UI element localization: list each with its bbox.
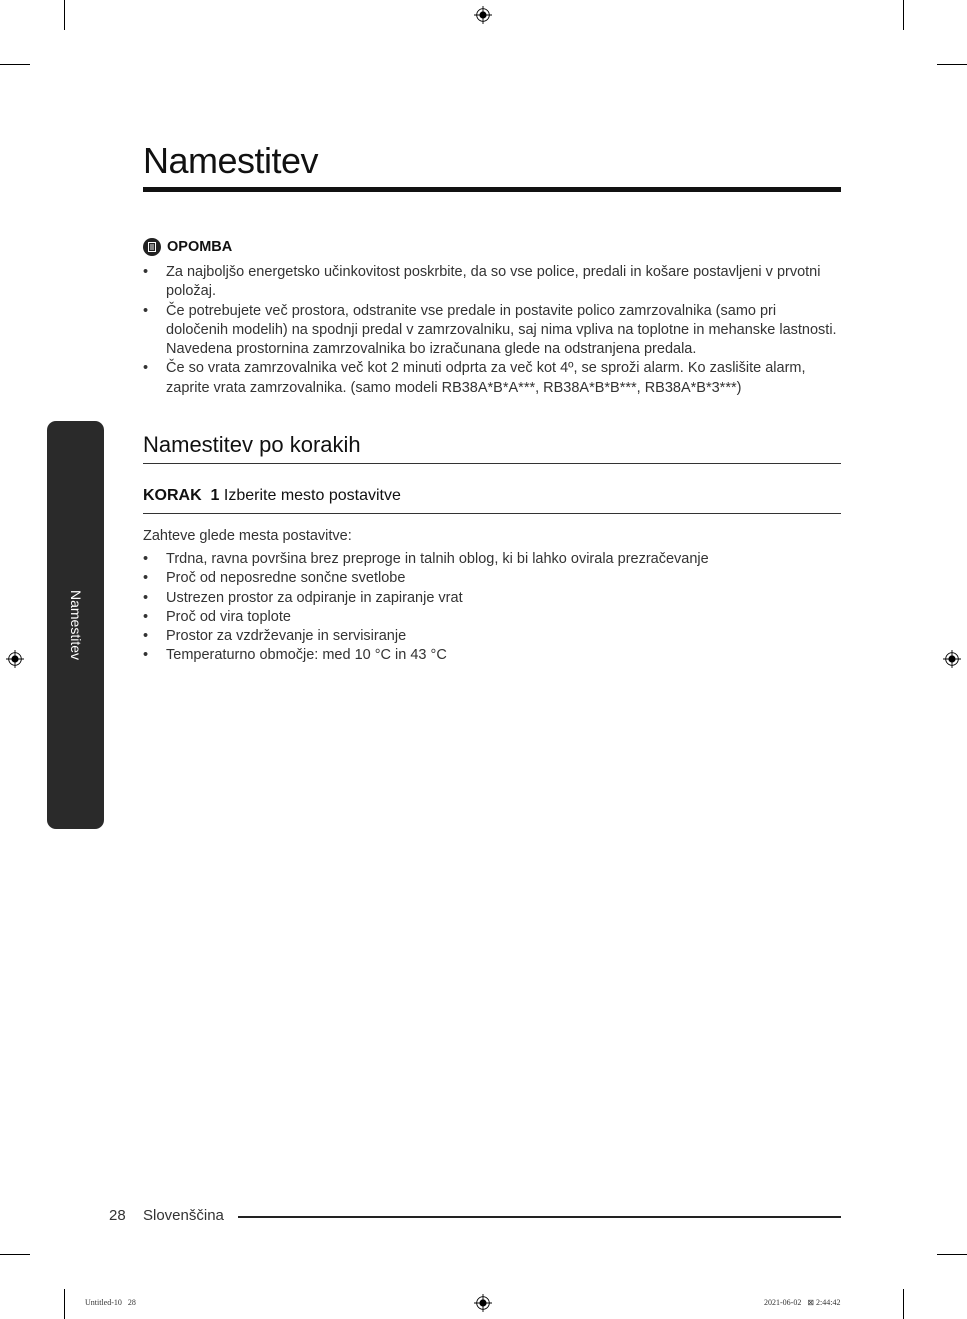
note-item: • Za najboljšo energetsko učinkovitost poskrbite, da so vse police, predali in košare postavljeni v prvotni položaj. (143, 263, 841, 302)
crop-mark (0, 64, 30, 65)
page-language: Slovenščina (143, 1207, 224, 1224)
crop-mark (903, 1289, 904, 1319)
step-divider (143, 513, 841, 514)
print-slug-right: 2021-06-02 ⊠ 2:44:42 (764, 1298, 841, 1307)
crop-mark (937, 64, 967, 65)
section-title: Namestitev po korakih (143, 432, 361, 457)
note-header (143, 238, 232, 256)
note-list (143, 263, 841, 398)
footer-divider (238, 1216, 841, 1218)
requirement-item: • Prostor za vzdrževanje in servisiranje (143, 627, 841, 646)
step-title: Izberite mesto postavitve (223, 487, 401, 504)
requirement-item: • Temperaturno območje: med 10 °C in 43 °C (143, 646, 841, 665)
requirements-intro: Zahteve glede mesta postavitve: (143, 528, 352, 544)
requirement-item: • Trdna, ravna površina brez preproge in talnih oblog, ki bi lahko ovirala prezračevanje (143, 550, 841, 569)
crop-mark (937, 1254, 967, 1255)
registration-mark-icon (6, 650, 24, 668)
side-tab-label: Namestitev (67, 589, 84, 661)
page-title: Namestitev (143, 140, 319, 181)
page-number: 28 (109, 1207, 126, 1224)
crop-mark (0, 1254, 30, 1255)
note-icon (143, 238, 161, 256)
registration-mark-icon (943, 650, 961, 668)
note-item: • Če potrebujete več prostora, odstranite vse predale in postavite polico zamrzovalnika (samo pri določenih modelih) na spodnji predal v zamrzovalniku, saj nima vpliva na toplotne in mehanske lastnosti. Navedena prostornina zamrzovalnika bo izračunana glede na odstranjena predala. (143, 302, 841, 360)
crop-mark (64, 0, 65, 30)
requirements-list (143, 550, 841, 666)
title-divider (143, 187, 841, 192)
note-label: OPOMBA (167, 239, 233, 255)
note-item: • Če so vrata zamrzovalnika več kot 2 minuti odprta za več kot 4º, se sproži alarm. Ko zaslišite alarm, zaprite vrata zamrzovalnika. (samo modeli RB38A*B*A***, RB38A*B*B***, RB38A*B*3***) (143, 359, 841, 398)
section-divider (143, 463, 841, 464)
registration-mark-icon (474, 1294, 492, 1312)
requirement-item: • Proč od neposredne sončne svetlobe (143, 569, 841, 588)
crop-mark (903, 0, 904, 30)
crop-mark (64, 1289, 65, 1319)
step-number: KORAK 1 (143, 487, 220, 504)
print-slug-left: Untitled-10 28 (85, 1298, 136, 1307)
requirement-item: • Proč od vira toplote (143, 608, 841, 627)
requirement-item: • Ustrezen prostor za odpiranje in zapiranje vrat (143, 589, 841, 608)
step-heading (143, 487, 401, 505)
chapter-side-tab (47, 421, 104, 829)
registration-mark-icon (474, 6, 492, 24)
